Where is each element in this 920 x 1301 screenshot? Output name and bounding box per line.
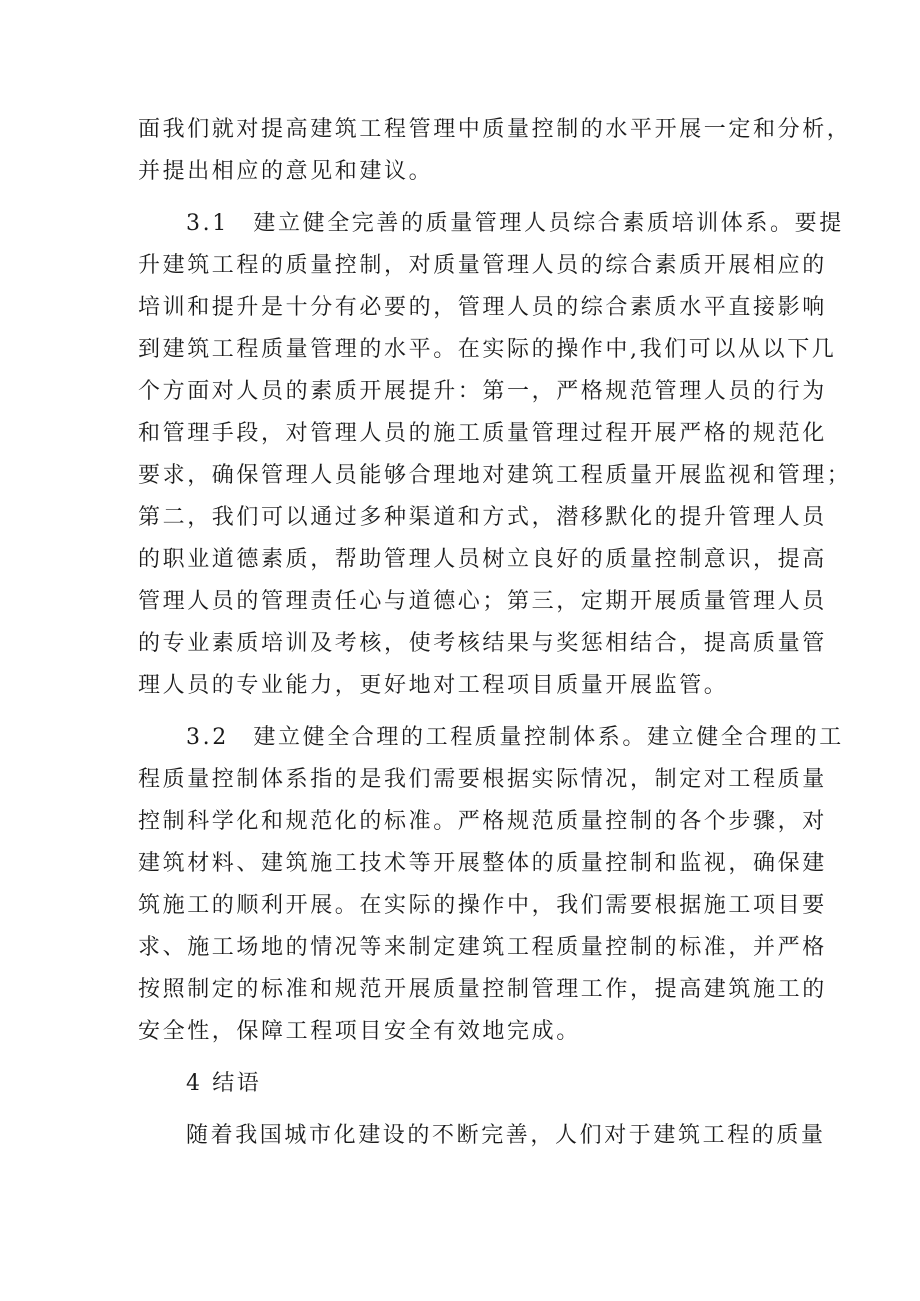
- paragraph-intro-line-2: 并提出相应的意见和建议。: [138, 159, 434, 184]
- section-3-1-line-4: 到建筑工程质量管理的水平。在实际的操作中,我们可以从以下几: [138, 337, 837, 362]
- section-3-2-line-3: 控制科学化和规范化的标准。严格规范质量控制的各个步骤，对: [138, 809, 827, 834]
- section-3-1-line-11: 的专业素质培训及考核，使考核结果与奖惩相结合，提高质量管: [138, 631, 827, 656]
- section-3-1-line-8: 第二，我们可以通过多种渠道和方式，潜移默化的提升管理人员: [138, 505, 827, 530]
- section-3-2-line-7: 按照制定的标准和规范开展质量控制管理工作，提高建筑施工的: [138, 977, 827, 1002]
- section-3-2-line-4: 建筑材料、建筑施工技术等开展整体的质量控制和监视，确保建: [138, 851, 827, 876]
- section-3-1-line-6: 和管理手段，对管理人员的施工质量管理过程开展严格的规范化: [138, 421, 827, 446]
- section-3-2-heading-line: 3.2 建立健全合理的工程质量控制体系。建立健全合理的工: [186, 725, 844, 750]
- paragraph-intro-line-1: 面我们就对提高建筑工程管理中质量控制的水平开展一定和分析，: [138, 117, 852, 142]
- section-4-heading: 4 结语: [186, 1071, 262, 1096]
- section-3-1-line-5: 个方面对人员的素质开展提升：第一，严格规范管理人员的行为: [138, 379, 827, 404]
- conclusion-line-1: 随着我国城市化建设的不断完善，人们对于建筑工程的质量: [186, 1123, 826, 1148]
- section-3-1-line-9: 的职业道德素质，帮助管理人员树立良好的质量控制意识，提高: [138, 547, 827, 572]
- section-3-1-line-12: 理人员的专业能力，更好地对工程项目质量开展监管。: [138, 673, 729, 698]
- section-3-1-line-7: 要求，确保管理人员能够合理地对建筑工程质量开展监视和管理；: [138, 463, 852, 488]
- section-3-1-line-2: 升建筑工程的质量控制，对质量管理人员的综合素质开展相应的: [138, 253, 827, 278]
- section-3-1-heading-line: 3.1 建立健全完善的质量管理人员综合素质培训体系。要提: [186, 211, 844, 236]
- section-3-2-line-2: 程质量控制体系指的是我们需要根据实际情况，制定对工程质量: [138, 767, 827, 792]
- section-3-2-line-6: 求、施工场地的情况等来制定建筑工程质量控制的标准，并严格: [138, 935, 827, 960]
- section-3-2-line-8: 安全性，保障工程项目安全有效地完成。: [138, 1019, 581, 1044]
- section-3-1-line-3: 培训和提升是十分有必要的，管理人员的综合素质水平直接影响: [138, 295, 827, 320]
- section-3-1-line-10: 管理人员的管理责任心与道德心；第三，定期开展质量管理人员: [138, 589, 827, 614]
- section-3-2-line-5: 筑施工的顺利开展。在实际的操作中，我们需要根据施工项目要: [138, 893, 827, 918]
